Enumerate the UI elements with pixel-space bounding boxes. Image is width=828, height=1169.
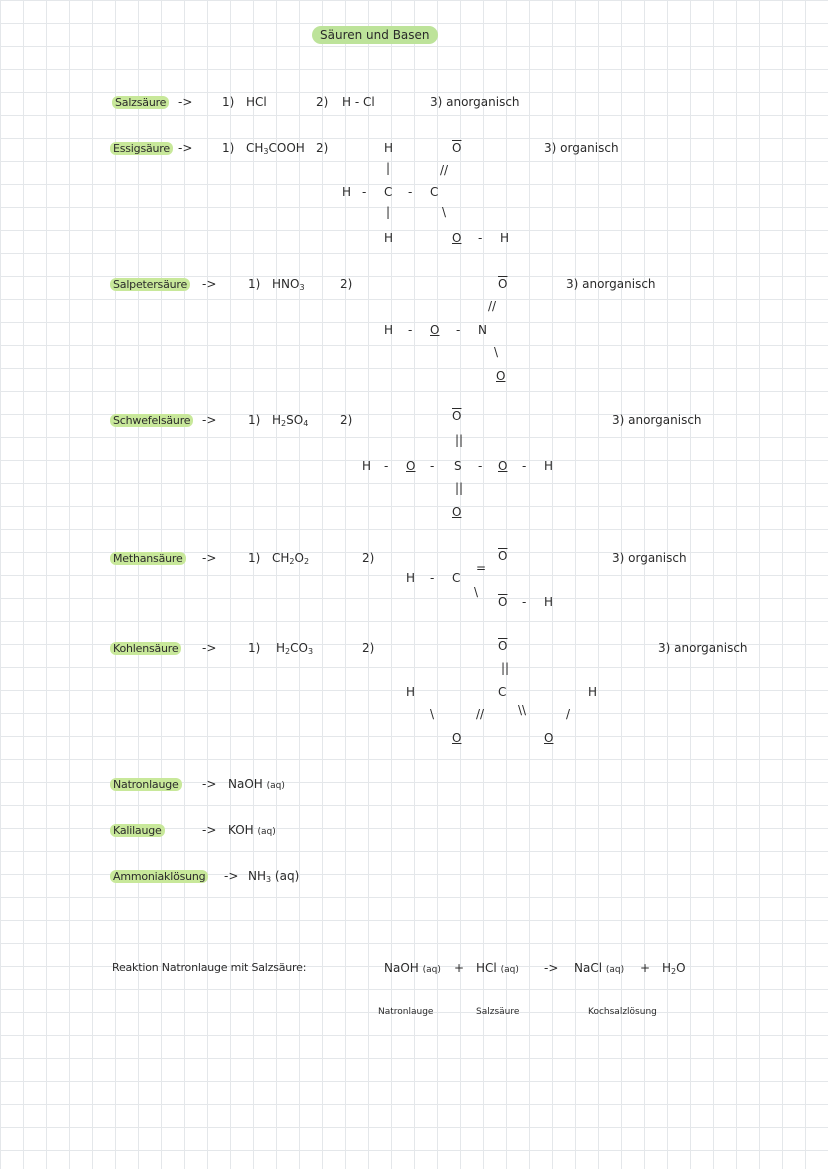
formula-number: 1) [248,277,261,291]
structure-number: 2) [340,277,353,291]
atom-h: H [384,323,394,337]
plus-sign: + [640,961,651,975]
atom-n: N [478,323,487,337]
atom-o: $\overline{O}$ [498,549,508,563]
formula-naoh: NaOH (aq) [228,777,285,791]
reactant-label-naoh: Natronlauge [378,1007,434,1017]
formula-number: 1) [222,95,235,109]
arrow: -> [202,277,217,291]
atom-h: H [362,459,372,473]
structure-number: 2) [362,641,375,655]
atom-o: O [544,731,554,745]
atom-c: C [498,685,507,699]
page-title: Säuren und Basen [312,26,438,44]
atom-o: O [452,505,462,519]
formula-number: 1) [222,141,235,155]
plus-sign: + [454,961,465,975]
class-hcl: 3) anorganisch [430,95,520,109]
product-water: $H_2O$ [662,961,686,976]
atom-h: H [406,571,416,585]
arrow: -> [202,551,217,565]
acid-name-sulfuric: Schwefelsäure [110,414,193,427]
atom-o: $\overline{O}$ [452,141,462,155]
atom-h: H [406,685,416,699]
acid-name-acetic: Essigsäure [110,142,173,155]
atom-h: H [384,141,394,155]
atom-o: $\overline{O}$ [498,639,508,653]
arrow: -> [202,413,217,427]
base-name-naoh: Natronlauge [110,778,182,791]
arrow: -> [178,141,193,155]
reactant-label-hcl: Salzsäure [476,1007,520,1017]
acid-name-carbonic: Kohlensäure [110,642,181,655]
arrow: -> [202,641,217,655]
base-name-koh: Kalilauge [110,824,165,837]
formula-hcl: HCl [246,95,267,109]
acid-name-nitric: Salpetersäure [110,278,190,291]
acid-name-formic: Methansäure [110,552,186,565]
arrow: -> [224,869,239,883]
formula-number: 1) [248,641,261,655]
atom-h: H [544,595,554,609]
reactant-hcl: HCl (aq) [476,961,519,975]
atom-h: H [588,685,598,699]
product-nacl: NaCl (aq) [574,961,625,975]
base-name-nh3: Ammoniaklösung [110,870,208,883]
formula-acetic: $CH_3COOH$ [246,141,305,156]
formula-formic: $CH_2O_2$ [272,551,310,566]
atom-o: $\overline{O}$ [498,595,508,609]
atom-o: $\overline{O}$ [498,277,508,291]
class-sulfuric: 3) anorganisch [612,413,702,427]
class-nitric: 3) anorganisch [566,277,656,291]
atom-h: H [384,231,394,245]
arrow: -> [544,961,559,975]
reaction-label: Reaktion Natronlauge mit Salzsäure: [112,961,307,974]
formula-nh3: $NH_3$ (aq) [248,869,300,884]
atom-c: C [430,185,439,199]
class-formic: 3) organisch [612,551,687,565]
arrow: -> [202,777,217,791]
class-carbonic: 3) anorganisch [658,641,748,655]
atom-o: O [452,231,462,245]
acid-name-hcl: Salzsäure [112,96,169,109]
atom-s: S [454,459,462,473]
atom-c: C [452,571,461,585]
structure-number: 2) [316,95,329,109]
atom-h: H [544,459,554,473]
formula-number: 1) [248,413,261,427]
formula-koh: KOH (aq) [228,823,276,837]
atom-o: O [406,459,416,473]
atom-h: H [500,231,510,245]
atom-o: O [452,731,462,745]
reactant-naoh: NaOH (aq) [384,961,441,975]
structure-number: 2) [316,141,329,155]
atom-o: $\overline{O}$ [452,409,462,423]
formula-sulfuric: $H_2SO_4$ [272,413,309,428]
structure-number: 2) [362,551,375,565]
arrow: -> [178,95,193,109]
atom-h: H [342,185,352,199]
atom-o: O [496,369,506,383]
class-acetic: 3) organisch [544,141,619,155]
product-label-nacl: Kochsalzlösung [588,1007,657,1017]
formula-carbonic: $H_2CO_3$ [276,641,314,656]
atom-c: C [384,185,393,199]
atom-o: O [430,323,440,337]
formula-number: 1) [248,551,261,565]
arrow: -> [202,823,217,837]
structure-number: 2) [340,413,353,427]
atom-o: O [498,459,508,473]
formula-nitric: $HNO_3$ [272,277,305,292]
structure-hcl: H - Cl [342,95,375,109]
